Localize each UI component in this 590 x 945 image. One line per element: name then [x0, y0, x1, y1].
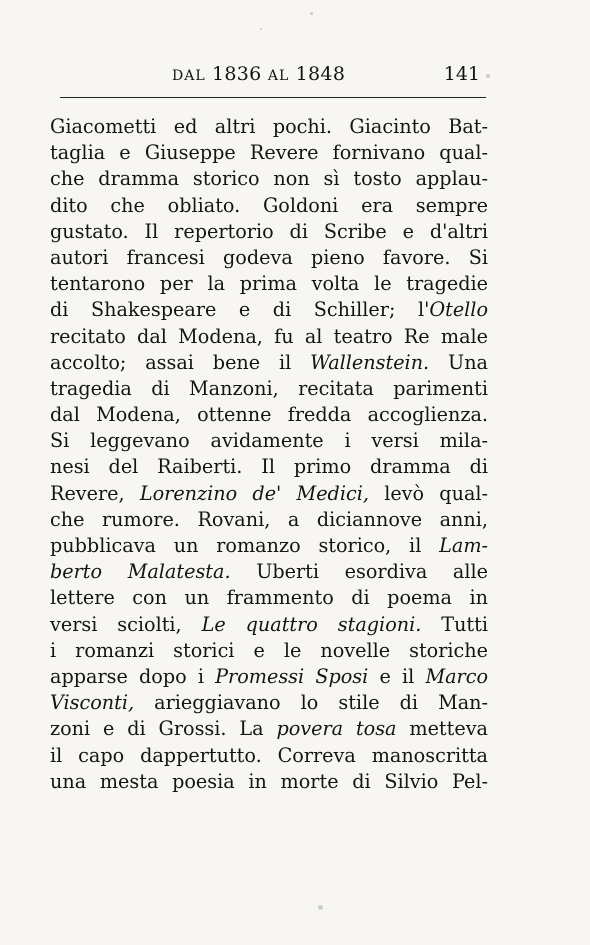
text-line: [50, 166, 488, 192]
italic-title: povera tosa: [276, 717, 397, 741]
text-run: tragedia di Manzoni, recitata parimenti: [50, 376, 488, 400]
text-run: dal Modena, ottenne fredda accoglienza.: [50, 403, 488, 427]
running-head-mid: AL: [267, 68, 290, 84]
text-run: arieggiavano lo stile di Man-: [134, 691, 488, 715]
text-run: metteva: [396, 717, 488, 741]
text-run: i romanzi storici e le novelle storiche: [50, 638, 488, 662]
italic-title: berto Malatesta.: [50, 560, 231, 584]
italic-title: Marco: [425, 664, 488, 688]
text-line: [50, 245, 488, 271]
text-line: [50, 324, 488, 350]
text-line: [50, 638, 488, 664]
scan-speck: [486, 74, 490, 78]
text-line: [50, 376, 488, 402]
text-line: [50, 585, 488, 611]
text-run: lettere con un frammento di poema in: [50, 586, 488, 610]
scan-speck: [310, 12, 313, 15]
text-run: apparse dopo i: [50, 664, 216, 688]
text-line: [50, 454, 488, 480]
text-line: [50, 743, 488, 769]
text-run: una mesta poesia in morte di Silvio Pel-: [50, 769, 488, 793]
text-line: [50, 690, 488, 716]
text-run: zoni e di Grossi. La: [50, 717, 277, 741]
text-run: recitato dal Modena, fu al teatro Re male: [50, 324, 488, 348]
page-number: 141: [443, 63, 480, 85]
text-run: levò qual-: [368, 481, 488, 505]
text-line: [50, 350, 488, 376]
text-run: gustato. Il repertorio di Scribe e d'altri: [50, 219, 488, 243]
text-line: [50, 664, 488, 690]
text-line: [50, 193, 488, 219]
page-header: [60, 63, 484, 93]
text-line: [50, 219, 488, 245]
italic-title: Le quattro stagioni.: [201, 612, 422, 636]
text-line: [50, 533, 488, 559]
text-run: il capo dappertutto. Correva manoscritta: [50, 743, 488, 767]
text-run: nesi del Raiberti. Il primo dramma di: [50, 455, 488, 479]
text-run: che rumore. Rovani, a diciannove anni,: [50, 507, 488, 531]
text-line: [50, 297, 488, 323]
italic-title: Promessi Sposi: [215, 664, 369, 688]
text-line: [50, 507, 488, 533]
running-head-prefix: DAL: [172, 68, 206, 84]
text-run: Uberti esordiva alle: [230, 560, 488, 584]
running-head-year-start: 1836: [211, 63, 262, 85]
text-run: tentarono per la prima volta le tragedie: [50, 272, 488, 296]
text-line: [50, 559, 488, 585]
text-run: Revere,: [50, 481, 140, 505]
text-run: Giacometti ed altri pochi. Giacinto Bat-: [50, 115, 488, 138]
text-line: [50, 271, 488, 297]
scan-speck: [318, 905, 323, 910]
text-run: che dramma storico non sì tosto applau-: [50, 167, 488, 191]
text-run: Tutti: [421, 612, 488, 636]
text-run: Si leggevano avidamente i versi mila-: [50, 429, 488, 453]
running-head-year-end: 1848: [295, 63, 346, 85]
running-head: [172, 63, 345, 85]
text-line: [50, 716, 488, 742]
text-run: Una: [429, 350, 488, 374]
italic-title: Otello: [429, 298, 488, 322]
text-run: di Shakespeare e di Schiller; l': [50, 298, 430, 322]
text-run: pubblicava un romanzo storico, il: [50, 534, 440, 557]
body-text: [50, 114, 488, 795]
scan-speck: [260, 28, 262, 30]
text-run: accolto; assai bene il: [50, 350, 311, 374]
text-line: [50, 140, 488, 166]
text-run: e il: [368, 664, 426, 688]
text-line: [50, 769, 488, 795]
text-run: autori francesi godeva pieno favore. Si: [50, 245, 488, 269]
text-line: [50, 428, 488, 454]
header-rule: [60, 97, 486, 98]
italic-title: Lorenzino de' Medici,: [139, 481, 369, 505]
italic-title: Wallenstein.: [310, 350, 430, 374]
text-run: dito che obliato. Goldoni era sempre: [50, 193, 488, 217]
text-line: [50, 481, 488, 507]
text-line: [50, 114, 488, 140]
italic-title: Lam-: [439, 534, 488, 557]
text-run: taglia e Giuseppe Revere fornivano qual-: [50, 141, 488, 165]
text-line: [50, 402, 488, 428]
italic-title: Visconti,: [50, 691, 135, 715]
text-run: versi sciolti,: [50, 612, 202, 636]
text-line: [50, 612, 488, 638]
